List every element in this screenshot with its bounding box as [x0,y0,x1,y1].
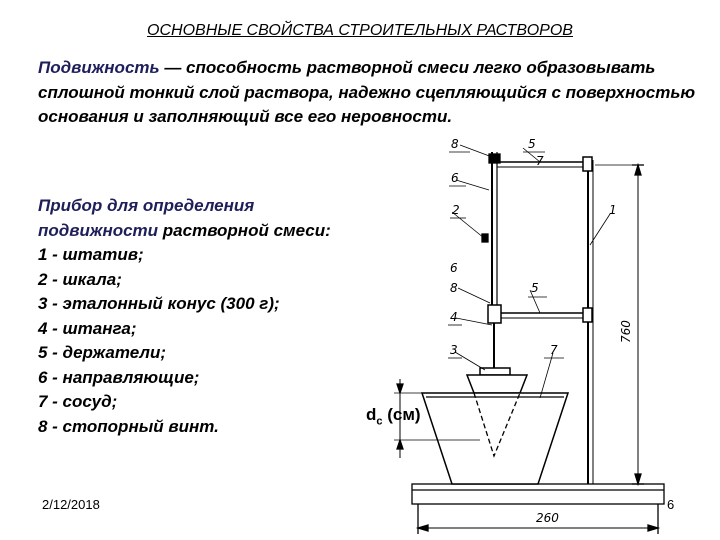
dc-unit: (см) [382,405,421,424]
device-heading-colored: Прибор для определения подвижности [38,196,255,240]
label-6-mid: 6 [450,261,458,275]
slide-title: ОСНОВНЫЕ СВОЙСТВА СТРОИТЕЛЬНЫХ РАСТВОРОВ [147,22,573,39]
standard-cone-head [480,368,510,375]
slide-date: 2/12/2018 [42,497,100,512]
dc-sub: c [376,415,383,428]
dc-label [366,405,421,427]
label-2: 2 [452,203,460,217]
label-3: 3 [450,343,458,357]
label-1: 1 [609,203,617,217]
label-width: 260 [536,511,559,525]
device-heading-plain: растворной смеси: [158,220,331,240]
label-8-top: 8 [451,137,459,151]
list-item: 7 - сосуд; [38,392,118,411]
label-8-mid: 8 [450,281,458,295]
vessel [422,393,568,484]
page-number: 6 [667,497,675,512]
list-item: 3 - эталонный конус (300 г); [38,294,280,313]
list-item: 4 - штанга; [38,318,137,338]
label-height: 760 [619,320,633,343]
list-item: 5 - держатели; [38,343,167,362]
label-4: 4 [450,310,458,324]
cone-cap [467,375,527,393]
definition-term: Подвижность [38,58,160,77]
dc-main: d [366,405,377,424]
list-item: 1 - штатив; [38,245,144,264]
base-plate [412,484,664,504]
list-item: 6 - направляющие; [38,367,200,387]
definition-text: — способность растворной смеси легко образовывать сплошной тонкий слой раствора, надежно сцепляющийся с поверхностью основания и заполняющий все его неровности. [38,58,696,126]
list-item: 2 - шкала; [38,269,122,289]
label-7-top: 7 [536,154,544,168]
label-7-low: 7 [550,343,558,357]
label-6-left: 6 [451,171,459,185]
label-5-top: 5 [528,137,536,151]
list-item: 8 - стопорный винт. [38,416,219,436]
label-5-mid: 5 [531,281,539,295]
